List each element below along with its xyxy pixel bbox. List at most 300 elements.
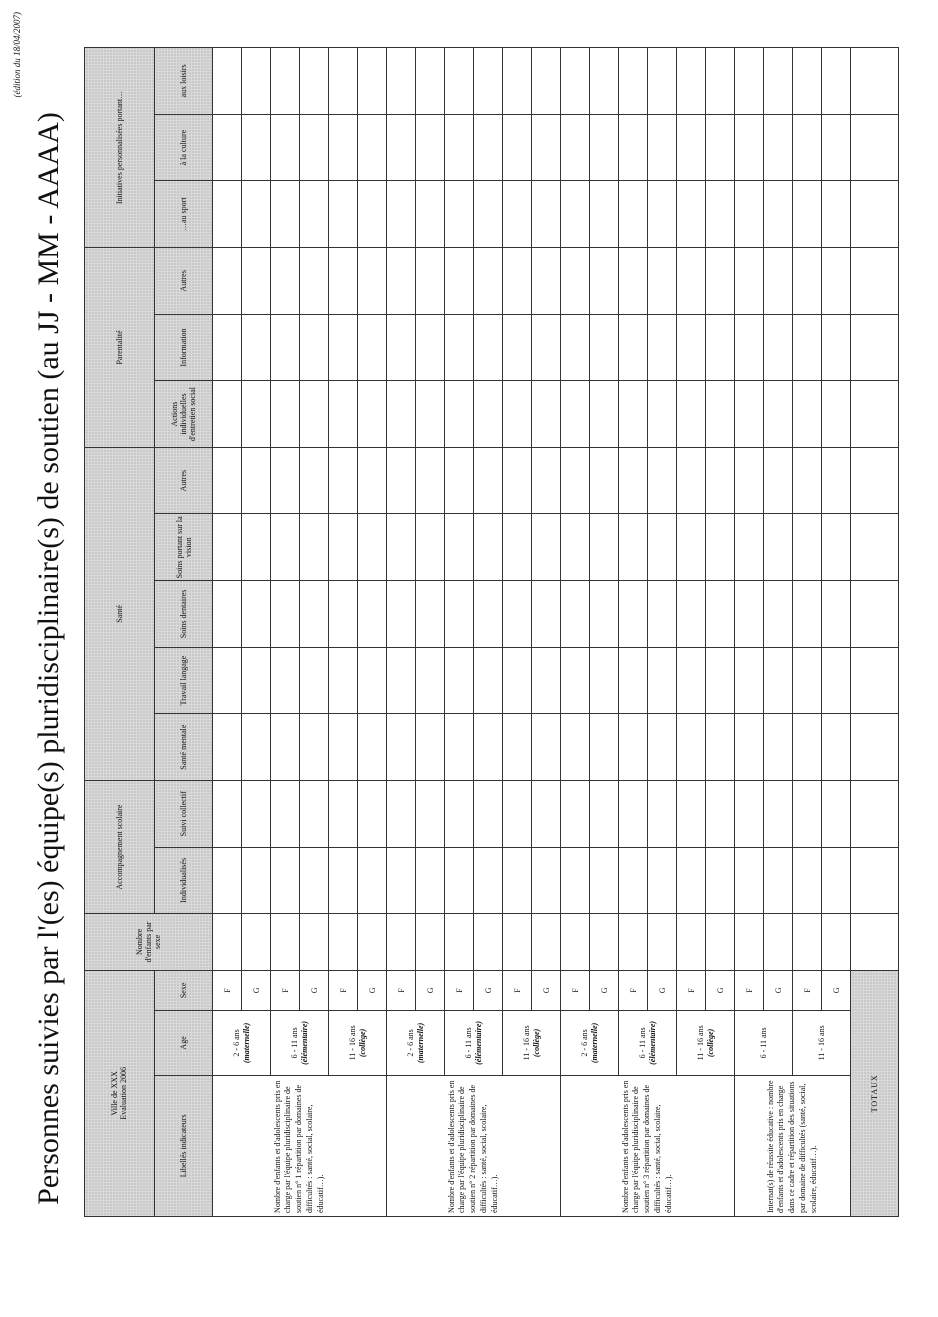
data-cell[interactable] xyxy=(329,714,358,781)
total-cell[interactable] xyxy=(851,847,899,914)
data-cell[interactable] xyxy=(735,780,764,847)
data-cell[interactable] xyxy=(242,581,271,648)
data-cell[interactable] xyxy=(387,581,416,648)
data-cell[interactable] xyxy=(619,647,648,714)
data-cell[interactable] xyxy=(300,248,329,315)
data-cell[interactable] xyxy=(474,447,503,514)
data-cell[interactable] xyxy=(561,181,590,248)
data-cell[interactable] xyxy=(677,780,706,847)
data-cell[interactable] xyxy=(358,181,387,248)
data-cell[interactable] xyxy=(242,381,271,448)
data-cell[interactable] xyxy=(213,647,242,714)
data-cell[interactable] xyxy=(793,714,822,781)
total-cell[interactable] xyxy=(851,647,899,714)
data-cell[interactable] xyxy=(648,48,677,115)
data-cell[interactable] xyxy=(677,447,706,514)
data-cell[interactable] xyxy=(271,181,300,248)
data-cell[interactable] xyxy=(445,314,474,381)
data-cell[interactable] xyxy=(474,581,503,648)
data-cell[interactable] xyxy=(590,714,619,781)
data-cell[interactable] xyxy=(213,248,242,315)
data-cell[interactable] xyxy=(416,514,445,581)
data-cell[interactable] xyxy=(677,581,706,648)
data-cell[interactable] xyxy=(561,114,590,181)
data-cell[interactable] xyxy=(561,647,590,714)
data-cell[interactable] xyxy=(387,847,416,914)
data-cell[interactable] xyxy=(242,780,271,847)
data-cell[interactable] xyxy=(619,714,648,781)
data-cell[interactable] xyxy=(271,447,300,514)
data-cell[interactable] xyxy=(416,847,445,914)
data-cell[interactable] xyxy=(706,581,735,648)
data-cell[interactable] xyxy=(416,181,445,248)
data-cell[interactable] xyxy=(532,447,561,514)
data-cell[interactable] xyxy=(764,647,793,714)
data-cell[interactable] xyxy=(764,714,793,781)
data-cell[interactable] xyxy=(387,647,416,714)
data-cell[interactable] xyxy=(329,780,358,847)
data-cell[interactable] xyxy=(532,114,561,181)
data-cell[interactable] xyxy=(387,381,416,448)
data-cell[interactable] xyxy=(619,248,648,315)
data-cell[interactable] xyxy=(619,48,648,115)
data-cell[interactable] xyxy=(271,847,300,914)
data-cell[interactable] xyxy=(706,248,735,315)
data-cell[interactable] xyxy=(242,647,271,714)
data-cell[interactable] xyxy=(648,780,677,847)
data-cell[interactable] xyxy=(329,48,358,115)
data-cell[interactable] xyxy=(735,314,764,381)
data-cell[interactable] xyxy=(271,48,300,115)
data-cell[interactable] xyxy=(300,181,329,248)
data-cell[interactable] xyxy=(329,581,358,648)
data-cell[interactable] xyxy=(445,581,474,648)
data-cell[interactable] xyxy=(677,114,706,181)
count-cell[interactable] xyxy=(793,914,822,971)
data-cell[interactable] xyxy=(387,780,416,847)
data-cell[interactable] xyxy=(619,447,648,514)
data-cell[interactable] xyxy=(735,447,764,514)
data-cell[interactable] xyxy=(706,181,735,248)
data-cell[interactable] xyxy=(822,647,851,714)
data-cell[interactable] xyxy=(358,647,387,714)
data-cell[interactable] xyxy=(213,847,242,914)
data-cell[interactable] xyxy=(590,514,619,581)
data-cell[interactable] xyxy=(329,248,358,315)
count-cell[interactable] xyxy=(213,914,242,971)
data-cell[interactable] xyxy=(822,314,851,381)
data-cell[interactable] xyxy=(677,514,706,581)
data-cell[interactable] xyxy=(416,248,445,315)
data-cell[interactable] xyxy=(387,181,416,248)
data-cell[interactable] xyxy=(329,447,358,514)
data-cell[interactable] xyxy=(764,114,793,181)
data-cell[interactable] xyxy=(213,581,242,648)
data-cell[interactable] xyxy=(822,181,851,248)
data-cell[interactable] xyxy=(329,181,358,248)
data-cell[interactable] xyxy=(793,48,822,115)
data-cell[interactable] xyxy=(706,314,735,381)
data-cell[interactable] xyxy=(619,514,648,581)
data-cell[interactable] xyxy=(706,114,735,181)
data-cell[interactable] xyxy=(532,48,561,115)
data-cell[interactable] xyxy=(329,314,358,381)
data-cell[interactable] xyxy=(503,181,532,248)
data-cell[interactable] xyxy=(271,714,300,781)
data-cell[interactable] xyxy=(735,714,764,781)
data-cell[interactable] xyxy=(387,714,416,781)
count-cell[interactable] xyxy=(590,914,619,971)
data-cell[interactable] xyxy=(793,780,822,847)
data-cell[interactable] xyxy=(445,647,474,714)
data-cell[interactable] xyxy=(358,114,387,181)
data-cell[interactable] xyxy=(358,48,387,115)
data-cell[interactable] xyxy=(706,381,735,448)
data-cell[interactable] xyxy=(474,181,503,248)
data-cell[interactable] xyxy=(822,114,851,181)
data-cell[interactable] xyxy=(300,114,329,181)
data-cell[interactable] xyxy=(706,48,735,115)
data-cell[interactable] xyxy=(561,514,590,581)
data-cell[interactable] xyxy=(445,847,474,914)
data-cell[interactable] xyxy=(735,514,764,581)
data-cell[interactable] xyxy=(793,381,822,448)
data-cell[interactable] xyxy=(735,581,764,648)
total-cell[interactable] xyxy=(851,581,899,648)
data-cell[interactable] xyxy=(300,714,329,781)
data-cell[interactable] xyxy=(822,581,851,648)
data-cell[interactable] xyxy=(416,581,445,648)
data-cell[interactable] xyxy=(416,647,445,714)
data-cell[interactable] xyxy=(561,248,590,315)
data-cell[interactable] xyxy=(619,847,648,914)
data-cell[interactable] xyxy=(793,181,822,248)
data-cell[interactable] xyxy=(358,447,387,514)
data-cell[interactable] xyxy=(474,48,503,115)
data-cell[interactable] xyxy=(532,647,561,714)
data-cell[interactable] xyxy=(793,514,822,581)
data-cell[interactable] xyxy=(706,647,735,714)
data-cell[interactable] xyxy=(300,780,329,847)
data-cell[interactable] xyxy=(822,714,851,781)
data-cell[interactable] xyxy=(503,381,532,448)
data-cell[interactable] xyxy=(358,248,387,315)
data-cell[interactable] xyxy=(793,314,822,381)
data-cell[interactable] xyxy=(387,514,416,581)
data-cell[interactable] xyxy=(445,780,474,847)
data-cell[interactable] xyxy=(822,780,851,847)
data-cell[interactable] xyxy=(793,647,822,714)
data-cell[interactable] xyxy=(503,447,532,514)
data-cell[interactable] xyxy=(619,780,648,847)
data-cell[interactable] xyxy=(648,581,677,648)
count-cell[interactable] xyxy=(242,914,271,971)
data-cell[interactable] xyxy=(764,48,793,115)
data-cell[interactable] xyxy=(793,248,822,315)
total-cell[interactable] xyxy=(851,780,899,847)
data-cell[interactable] xyxy=(271,514,300,581)
total-cell[interactable] xyxy=(851,447,899,514)
data-cell[interactable] xyxy=(358,714,387,781)
count-cell[interactable] xyxy=(648,914,677,971)
data-cell[interactable] xyxy=(706,714,735,781)
data-cell[interactable] xyxy=(590,847,619,914)
data-cell[interactable] xyxy=(271,114,300,181)
data-cell[interactable] xyxy=(532,248,561,315)
data-cell[interactable] xyxy=(706,780,735,847)
data-cell[interactable] xyxy=(532,780,561,847)
data-cell[interactable] xyxy=(213,780,242,847)
data-cell[interactable] xyxy=(561,48,590,115)
data-cell[interactable] xyxy=(445,114,474,181)
data-cell[interactable] xyxy=(706,447,735,514)
data-cell[interactable] xyxy=(619,381,648,448)
data-cell[interactable] xyxy=(271,248,300,315)
data-cell[interactable] xyxy=(358,314,387,381)
data-cell[interactable] xyxy=(445,48,474,115)
data-cell[interactable] xyxy=(387,248,416,315)
data-cell[interactable] xyxy=(300,581,329,648)
count-cell[interactable] xyxy=(445,914,474,971)
data-cell[interactable] xyxy=(735,248,764,315)
data-cell[interactable] xyxy=(416,381,445,448)
data-cell[interactable] xyxy=(648,114,677,181)
data-cell[interactable] xyxy=(242,248,271,315)
data-cell[interactable] xyxy=(213,714,242,781)
count-cell[interactable] xyxy=(619,914,648,971)
count-cell[interactable] xyxy=(764,914,793,971)
data-cell[interactable] xyxy=(416,314,445,381)
data-cell[interactable] xyxy=(271,581,300,648)
data-cell[interactable] xyxy=(764,181,793,248)
data-cell[interactable] xyxy=(503,314,532,381)
count-cell[interactable] xyxy=(416,914,445,971)
data-cell[interactable] xyxy=(271,647,300,714)
data-cell[interactable] xyxy=(822,847,851,914)
data-cell[interactable] xyxy=(445,447,474,514)
count-cell[interactable] xyxy=(822,914,851,971)
data-cell[interactable] xyxy=(213,381,242,448)
data-cell[interactable] xyxy=(300,48,329,115)
data-cell[interactable] xyxy=(793,581,822,648)
count-cell[interactable] xyxy=(706,914,735,971)
data-cell[interactable] xyxy=(358,780,387,847)
data-cell[interactable] xyxy=(445,514,474,581)
data-cell[interactable] xyxy=(474,714,503,781)
data-cell[interactable] xyxy=(677,647,706,714)
data-cell[interactable] xyxy=(474,847,503,914)
data-cell[interactable] xyxy=(300,514,329,581)
data-cell[interactable] xyxy=(677,48,706,115)
data-cell[interactable] xyxy=(764,314,793,381)
data-cell[interactable] xyxy=(677,248,706,315)
data-cell[interactable] xyxy=(619,314,648,381)
data-cell[interactable] xyxy=(416,780,445,847)
total-cell[interactable] xyxy=(851,48,899,115)
data-cell[interactable] xyxy=(358,514,387,581)
data-cell[interactable] xyxy=(445,248,474,315)
data-cell[interactable] xyxy=(764,447,793,514)
data-cell[interactable] xyxy=(735,48,764,115)
data-cell[interactable] xyxy=(213,48,242,115)
data-cell[interactable] xyxy=(242,447,271,514)
data-cell[interactable] xyxy=(619,581,648,648)
data-cell[interactable] xyxy=(561,581,590,648)
data-cell[interactable] xyxy=(590,181,619,248)
data-cell[interactable] xyxy=(242,714,271,781)
data-cell[interactable] xyxy=(445,181,474,248)
count-cell[interactable] xyxy=(532,914,561,971)
data-cell[interactable] xyxy=(242,114,271,181)
data-cell[interactable] xyxy=(648,447,677,514)
count-cell[interactable] xyxy=(474,914,503,971)
data-cell[interactable] xyxy=(619,181,648,248)
data-cell[interactable] xyxy=(416,48,445,115)
data-cell[interactable] xyxy=(503,48,532,115)
data-cell[interactable] xyxy=(474,314,503,381)
data-cell[interactable] xyxy=(532,181,561,248)
data-cell[interactable] xyxy=(213,514,242,581)
data-cell[interactable] xyxy=(532,714,561,781)
data-cell[interactable] xyxy=(474,381,503,448)
data-cell[interactable] xyxy=(329,647,358,714)
data-cell[interactable] xyxy=(242,181,271,248)
data-cell[interactable] xyxy=(561,847,590,914)
data-cell[interactable] xyxy=(735,181,764,248)
data-cell[interactable] xyxy=(677,181,706,248)
data-cell[interactable] xyxy=(213,447,242,514)
data-cell[interactable] xyxy=(271,780,300,847)
total-cell[interactable] xyxy=(851,248,899,315)
data-cell[interactable] xyxy=(561,381,590,448)
total-cell[interactable] xyxy=(851,514,899,581)
count-cell[interactable] xyxy=(329,914,358,971)
data-cell[interactable] xyxy=(735,847,764,914)
data-cell[interactable] xyxy=(387,114,416,181)
data-cell[interactable] xyxy=(590,381,619,448)
data-cell[interactable] xyxy=(793,847,822,914)
count-cell[interactable] xyxy=(503,914,532,971)
data-cell[interactable] xyxy=(300,847,329,914)
data-cell[interactable] xyxy=(590,314,619,381)
data-cell[interactable] xyxy=(677,714,706,781)
data-cell[interactable] xyxy=(764,514,793,581)
data-cell[interactable] xyxy=(822,381,851,448)
data-cell[interactable] xyxy=(271,314,300,381)
total-cell[interactable] xyxy=(851,181,899,248)
data-cell[interactable] xyxy=(590,780,619,847)
data-cell[interactable] xyxy=(764,780,793,847)
data-cell[interactable] xyxy=(329,514,358,581)
data-cell[interactable] xyxy=(329,381,358,448)
data-cell[interactable] xyxy=(764,381,793,448)
data-cell[interactable] xyxy=(677,847,706,914)
data-cell[interactable] xyxy=(358,381,387,448)
data-cell[interactable] xyxy=(648,314,677,381)
data-cell[interactable] xyxy=(648,647,677,714)
data-cell[interactable] xyxy=(242,847,271,914)
data-cell[interactable] xyxy=(300,381,329,448)
data-cell[interactable] xyxy=(503,847,532,914)
data-cell[interactable] xyxy=(764,581,793,648)
data-cell[interactable] xyxy=(329,847,358,914)
data-cell[interactable] xyxy=(590,48,619,115)
data-cell[interactable] xyxy=(387,48,416,115)
data-cell[interactable] xyxy=(445,381,474,448)
data-cell[interactable] xyxy=(590,447,619,514)
data-cell[interactable] xyxy=(677,314,706,381)
data-cell[interactable] xyxy=(706,514,735,581)
data-cell[interactable] xyxy=(474,780,503,847)
data-cell[interactable] xyxy=(532,847,561,914)
data-cell[interactable] xyxy=(416,114,445,181)
data-cell[interactable] xyxy=(532,314,561,381)
data-cell[interactable] xyxy=(532,514,561,581)
data-cell[interactable] xyxy=(503,714,532,781)
data-cell[interactable] xyxy=(706,847,735,914)
count-cell[interactable] xyxy=(677,914,706,971)
data-cell[interactable] xyxy=(445,714,474,781)
count-cell[interactable] xyxy=(300,914,329,971)
data-cell[interactable] xyxy=(532,581,561,648)
data-cell[interactable] xyxy=(329,114,358,181)
count-cell[interactable] xyxy=(735,914,764,971)
data-cell[interactable] xyxy=(242,314,271,381)
data-cell[interactable] xyxy=(590,114,619,181)
count-cell[interactable] xyxy=(387,914,416,971)
data-cell[interactable] xyxy=(735,114,764,181)
data-cell[interactable] xyxy=(561,314,590,381)
data-cell[interactable] xyxy=(213,314,242,381)
data-cell[interactable] xyxy=(271,381,300,448)
data-cell[interactable] xyxy=(503,647,532,714)
data-cell[interactable] xyxy=(503,114,532,181)
total-cell[interactable] xyxy=(851,114,899,181)
data-cell[interactable] xyxy=(387,447,416,514)
data-cell[interactable] xyxy=(387,314,416,381)
data-cell[interactable] xyxy=(648,248,677,315)
data-cell[interactable] xyxy=(735,381,764,448)
data-cell[interactable] xyxy=(242,48,271,115)
data-cell[interactable] xyxy=(793,447,822,514)
data-cell[interactable] xyxy=(503,581,532,648)
data-cell[interactable] xyxy=(416,447,445,514)
data-cell[interactable] xyxy=(590,248,619,315)
data-cell[interactable] xyxy=(300,447,329,514)
data-cell[interactable] xyxy=(590,647,619,714)
data-cell[interactable] xyxy=(822,248,851,315)
total-cell[interactable] xyxy=(851,314,899,381)
data-cell[interactable] xyxy=(822,447,851,514)
data-cell[interactable] xyxy=(677,381,706,448)
data-cell[interactable] xyxy=(648,714,677,781)
data-cell[interactable] xyxy=(242,514,271,581)
data-cell[interactable] xyxy=(793,114,822,181)
data-cell[interactable] xyxy=(561,714,590,781)
data-cell[interactable] xyxy=(503,780,532,847)
data-cell[interactable] xyxy=(735,647,764,714)
data-cell[interactable] xyxy=(474,114,503,181)
data-cell[interactable] xyxy=(474,647,503,714)
data-cell[interactable] xyxy=(764,248,793,315)
data-cell[interactable] xyxy=(300,314,329,381)
data-cell[interactable] xyxy=(590,581,619,648)
data-cell[interactable] xyxy=(648,181,677,248)
data-cell[interactable] xyxy=(648,847,677,914)
data-cell[interactable] xyxy=(503,248,532,315)
data-cell[interactable] xyxy=(561,447,590,514)
data-cell[interactable] xyxy=(764,847,793,914)
